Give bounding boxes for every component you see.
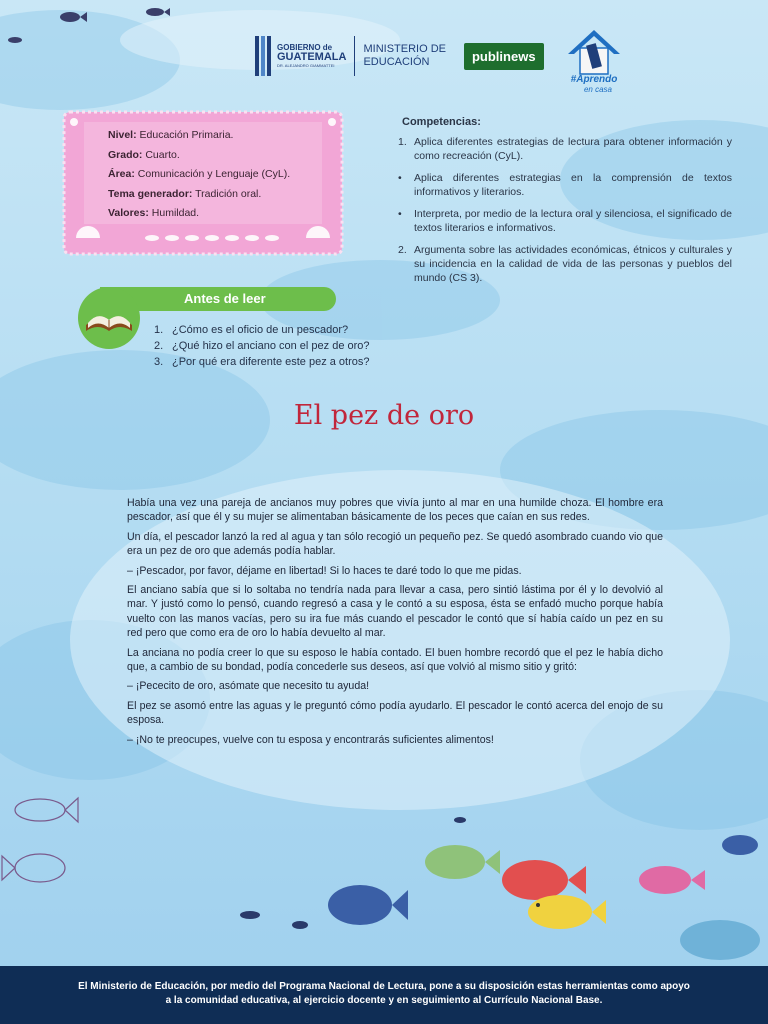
grado-value: Cuarto. xyxy=(145,148,180,161)
logo-divider xyxy=(354,36,355,76)
story-paragraph: La anciana no podía creer lo que su esposo le había contado. El buen hombre recordó que el pez le había dicho que, a cambio de su bondad, podía concederle sus deseos, así que volvió al mismo sitio y gritó: xyxy=(127,646,663,674)
question-item xyxy=(154,338,370,354)
area-value: Comunicación y Lenguaje (CyL). xyxy=(137,168,291,181)
open-book-icon xyxy=(76,285,142,351)
story-paragraph: – ¡Pescador, por favor, déjame en libertad! Si lo haces te daré todo lo que me pidas. xyxy=(127,564,522,577)
antes-de-leer-banner: Antes de leer xyxy=(100,287,336,311)
aprendo-label: #Aprendo xyxy=(570,74,618,85)
story-paragraph: Un día, el pescador lanzó la red al agua y tan sólo recogió un pequeño pez. Se quedó asombrado cuando vio que era un pez de oro que además podía hablar. xyxy=(127,530,663,558)
competencia-item xyxy=(396,135,732,163)
competencia-text: Aplica diferentes estrategias de lectura para obtener información y como recreación (CyL). xyxy=(414,136,732,162)
antes-de-leer-questions xyxy=(154,322,370,370)
ministerio-logo xyxy=(363,43,446,69)
tema-value: Tradición oral. xyxy=(195,187,262,200)
question-number: 3. xyxy=(154,356,164,368)
area-row xyxy=(108,165,290,185)
aprendo-en-casa-logo xyxy=(564,26,624,96)
nivel-label: Nivel: xyxy=(108,129,137,141)
gobierno-logo xyxy=(255,36,346,76)
area-label: Área: xyxy=(108,168,135,181)
competencia-item xyxy=(396,243,732,285)
competencia-text: Interpreta, por medio de la lectura oral y silenciosa, el significado de textos literarios e informativos. xyxy=(414,208,732,234)
nivel-row xyxy=(108,126,290,146)
educacion-label: EDUCACIÓN xyxy=(363,56,430,68)
info-card xyxy=(108,126,290,224)
gobierno-flag-icon xyxy=(255,36,271,76)
competencia-marker: 1. xyxy=(398,136,407,148)
competencias-section xyxy=(396,115,732,293)
presidente-label: DR. ALEJANDRO GIAMMATTEI xyxy=(277,62,335,68)
competencias-title: Competencias: xyxy=(402,116,481,128)
ministerio-label: MINISTERIO DE xyxy=(363,42,446,55)
tema-label: Tema generador: xyxy=(108,187,193,200)
question-text: ¿Cómo es el oficio de un pescador? xyxy=(172,324,349,336)
story-paragraph: – ¡No te preocupes, vuelve con tu esposa y encontrarás suficientes alimentos! xyxy=(127,733,494,746)
valores-label: Valores: xyxy=(108,207,149,220)
story-title: El pez de oro xyxy=(293,400,475,431)
gobierno-label: GOBIERNO de xyxy=(277,42,333,52)
question-text: ¿Qué hizo el anciano con el pez de oro? xyxy=(172,340,370,352)
publinews-logo: publinews xyxy=(464,43,544,70)
question-number: 2. xyxy=(154,340,164,352)
footer-line-1: El Ministerio de Educación, por medio del Programa Nacional de Lectura, pone a su disposición estas herramientas como apoyo xyxy=(78,981,690,992)
story-paragraph: El anciano sabía que si lo soltaba no tendría nada para llevar a casa, pero sintió lástima por él y lo devolvió al mar. Y justó como lo pensó, cuando regresó a casa y le contó a su esposa, ésta se enfadó mucho porque había vuelto con las manos vacías, pero su ira fue más cuando el pescador le contó que sí había caído un pez en su red pero que como era de oro lo había devuelto al mar. xyxy=(127,584,663,640)
footer-line-2: a la comunidad educativa, al ejercicio docente y en seguimiento al Currículo Nacional Base. xyxy=(165,995,603,1006)
competencia-item xyxy=(396,171,732,199)
competencia-marker: • xyxy=(398,208,402,220)
competencia-item xyxy=(396,207,732,235)
footer-banner xyxy=(0,966,768,1024)
header-logos xyxy=(255,32,544,80)
en-casa-label: en casa xyxy=(583,85,613,94)
question-item xyxy=(154,322,370,338)
nivel-value: Educación Primaria. xyxy=(139,129,234,141)
question-text: ¿Por qué era diferente este pez a otros? xyxy=(172,356,370,368)
grado-label: Grado: xyxy=(108,148,143,161)
question-item xyxy=(154,354,370,370)
guatemala-label: GUATEMALA xyxy=(277,51,347,64)
competencia-text: Aplica diferentes estrategias en la comprensión de textos informativos y literarios. xyxy=(414,172,732,198)
story-paragraph: El pez se asomó entre las aguas y le preguntó cómo podía ayudarlo. El pescador le contó acerca del enojo de su esposa. xyxy=(127,699,663,727)
story-text xyxy=(127,496,663,752)
question-number: 1. xyxy=(154,324,164,336)
story-paragraph: – ¡Pececito de oro, asómate que necesito tu ayuda! xyxy=(127,680,370,693)
story-paragraph: Había una vez una pareja de ancianos muy pobres que vivía junto al mar en una humilde choza. El hombre era pescador, así que él y su mujer se alimentaban básicamente de los peces que caían en sus redes. xyxy=(127,497,663,524)
tema-row xyxy=(108,185,290,205)
competencia-marker: 2. xyxy=(398,244,407,256)
valores-value: Humildad. xyxy=(151,207,200,220)
competencia-marker: • xyxy=(398,172,402,184)
grado-row xyxy=(108,146,290,166)
competencia-text: Argumenta sobre las actividades económicas, étnicos y culturales y su incidencia en la calidad de vida de las personas y pueblos del mundo (CS 3). xyxy=(414,244,732,284)
valores-row xyxy=(108,204,290,224)
